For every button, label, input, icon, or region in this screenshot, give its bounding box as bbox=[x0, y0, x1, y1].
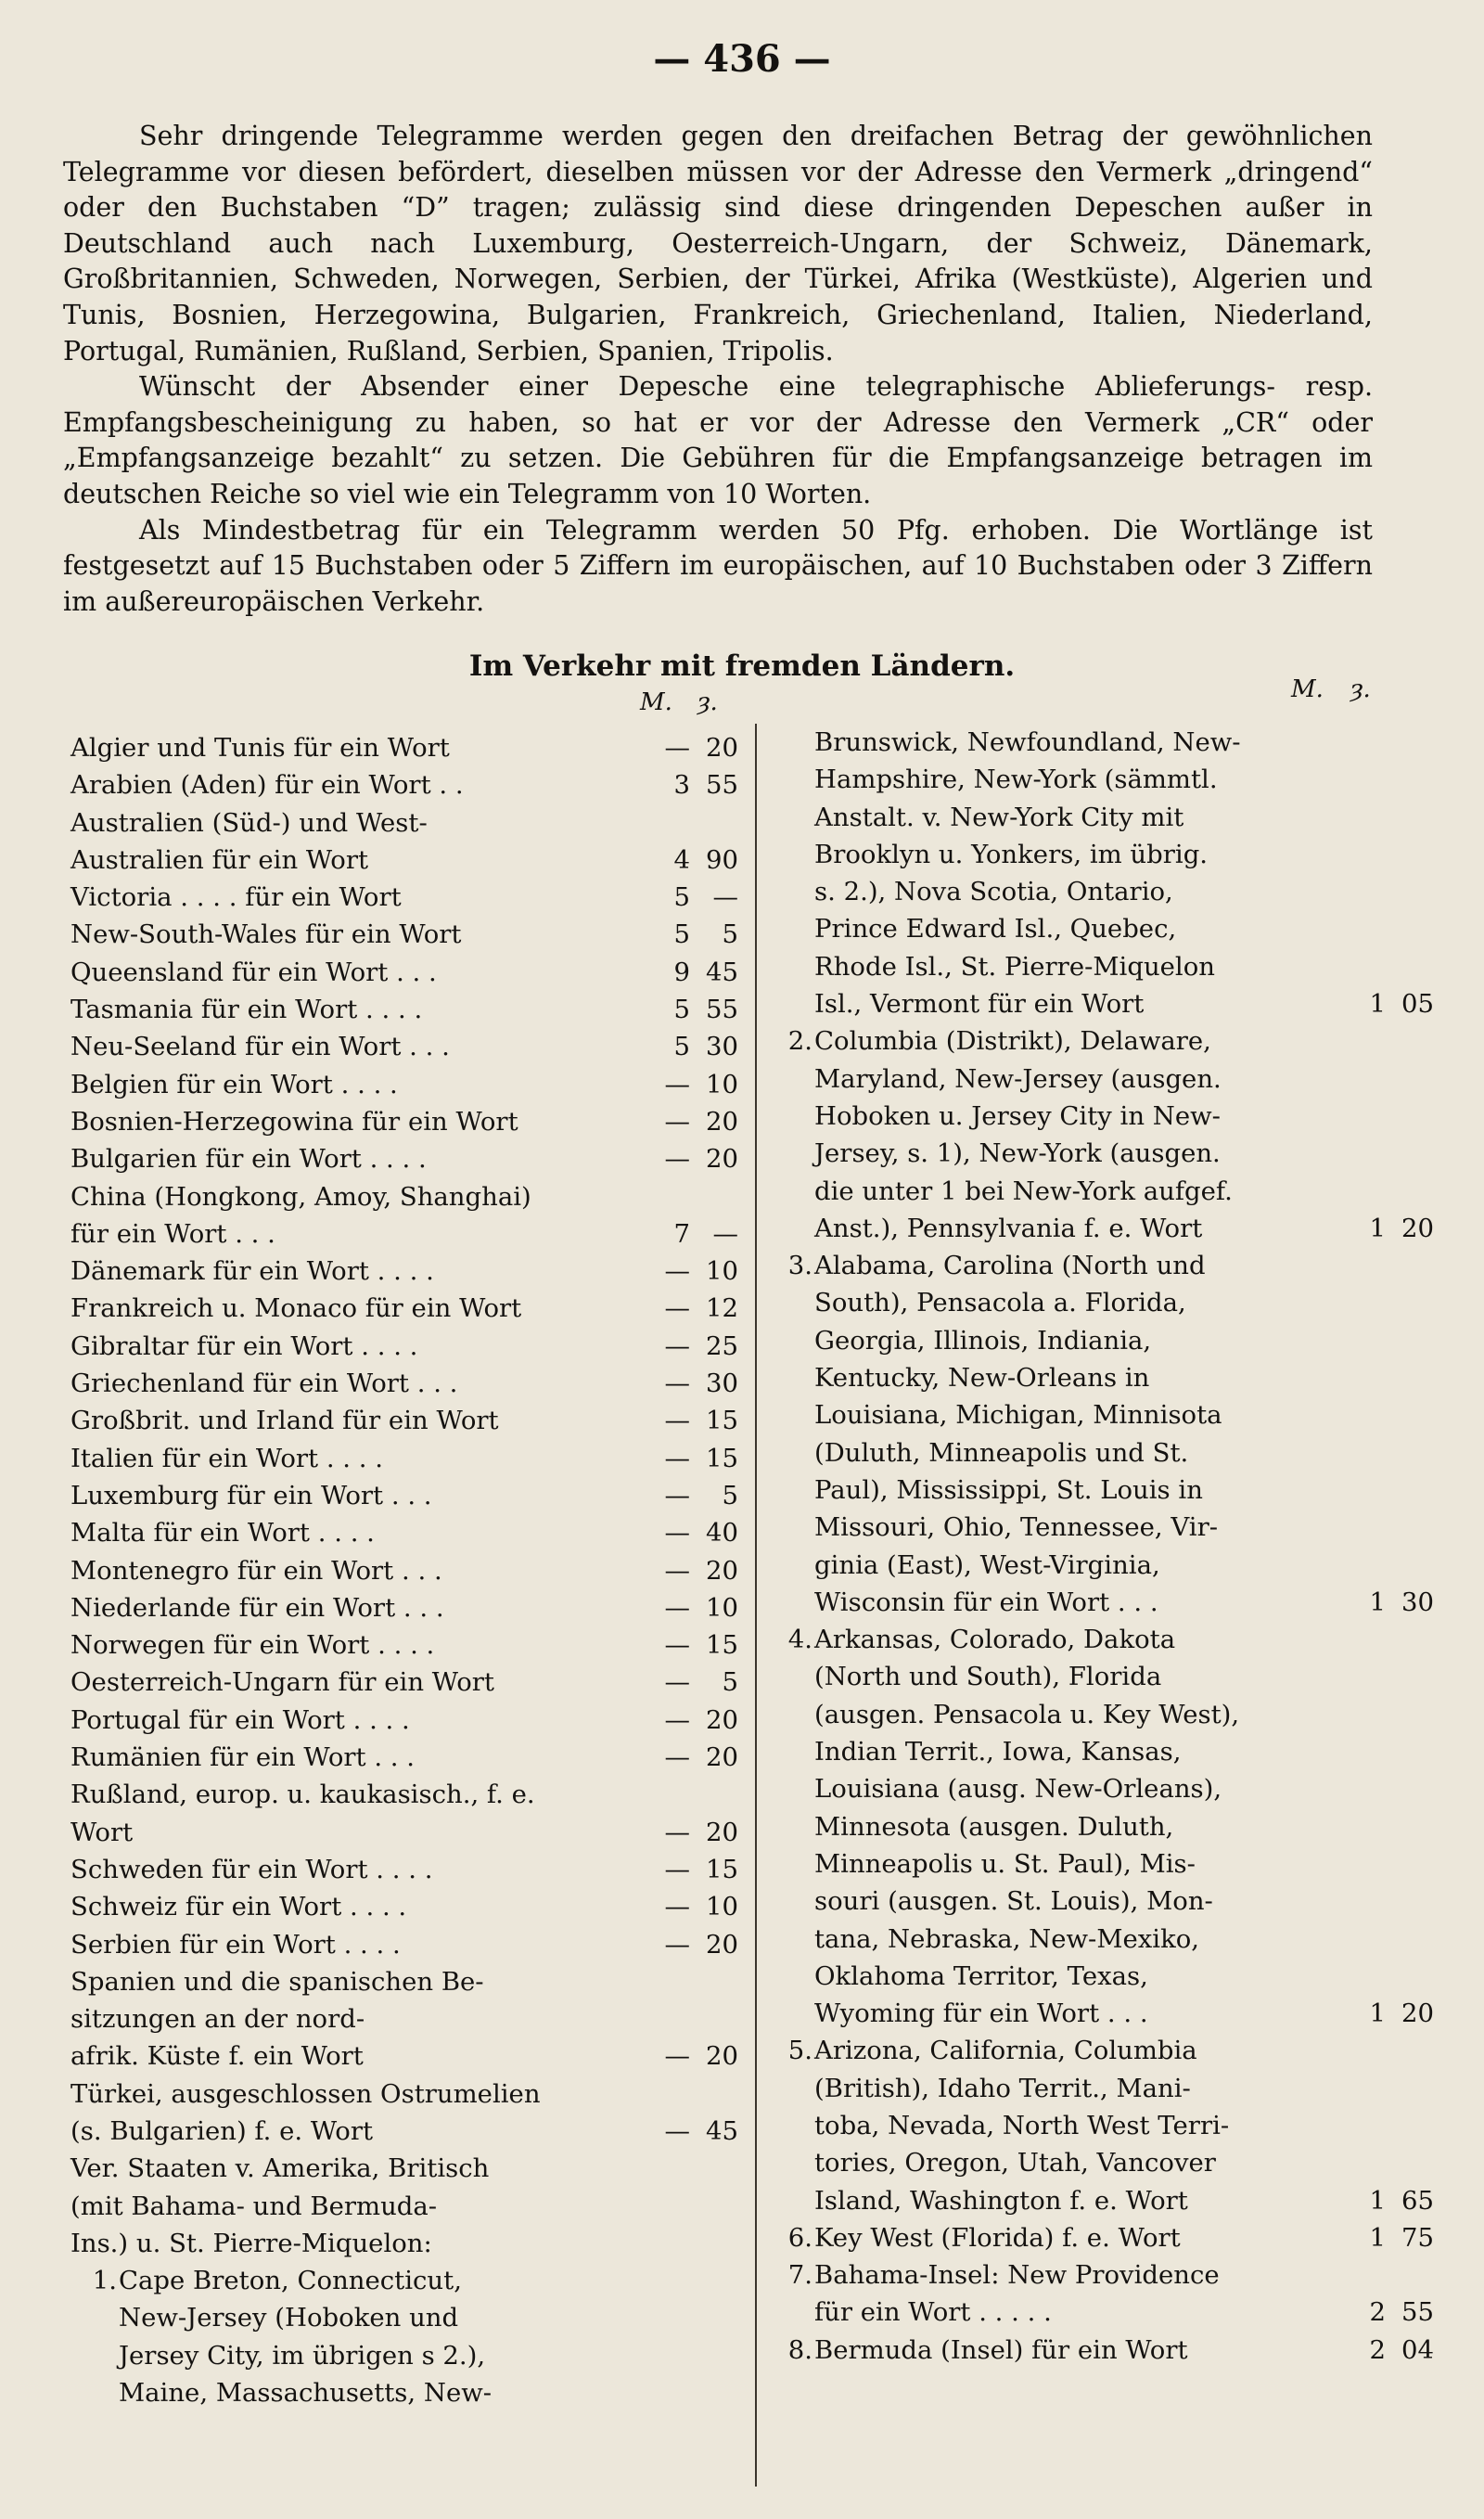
entry-amount bbox=[599, 1888, 738, 1925]
entry-number: 8. bbox=[787, 2334, 812, 2365]
amount-pfennig: 5 bbox=[722, 1480, 738, 1510]
entry-text: Brunswick, Newfoundland, New- Hampshire, New-York (sämmtl. Anstalt. v. New-York City mit Brooklyn u. Yonkers, im übrig. s. 2.), Nova Scotia, Ontario, Prince Edward Isl., Quebec, Rhode Isl., St. Pierre-Miquelon Isl., Vermont für ein Wort bbox=[814, 727, 1241, 1020]
amount-pfennig: 30 bbox=[706, 1369, 738, 1399]
amount-pfennig: 20 bbox=[706, 1929, 738, 1960]
entry-text: Rumänien für ein Wort . . . bbox=[70, 1742, 416, 1773]
entry-amount bbox=[599, 1140, 738, 1177]
rate-entry bbox=[70, 879, 738, 916]
rate-entry bbox=[70, 1626, 738, 1664]
rate-entry bbox=[766, 1022, 1434, 1247]
entry-number: 1. bbox=[92, 2266, 117, 2296]
entry-text: Türkei, ausgeschlossen Ostrumelien (s. Bulgarien) f. e. Wort bbox=[70, 2078, 541, 2146]
rate-entry bbox=[70, 1702, 738, 1739]
amount-pfennig: 20 bbox=[706, 1742, 738, 1773]
amount-pfennig: 45 bbox=[706, 2115, 738, 2146]
amount-mark: — bbox=[664, 1106, 690, 1137]
rate-entry bbox=[70, 1402, 738, 1439]
rate-entry bbox=[70, 1514, 738, 1551]
rate-entry bbox=[70, 1066, 738, 1103]
amount-pfennig: — bbox=[712, 882, 738, 913]
amount-pfennig: 55 bbox=[1401, 2297, 1434, 2328]
entry-amount bbox=[599, 879, 738, 916]
entry-amount bbox=[599, 729, 738, 766]
amount-mark: — bbox=[664, 1144, 690, 1175]
intro-text bbox=[63, 119, 1373, 620]
entry-text: Griechenland für ein Wort . . . bbox=[70, 1369, 458, 1399]
rate-entry bbox=[70, 1365, 738, 1402]
entry-amount bbox=[1323, 1584, 1434, 1621]
amount-pfennig: 75 bbox=[1401, 2222, 1434, 2253]
amount-pfennig: 12 bbox=[706, 1293, 738, 1324]
right-pfennig-header: ȝ. bbox=[1350, 675, 1371, 703]
rate-entry bbox=[70, 1926, 738, 1963]
entry-number: 2. bbox=[787, 1026, 812, 1057]
entry-amount bbox=[1323, 1995, 1434, 2032]
amount-mark: — bbox=[664, 2041, 690, 2072]
right-rate-list bbox=[766, 724, 1434, 2369]
entry-text: Bermuda (Insel) für ein Wort bbox=[814, 2334, 1188, 2365]
entry-text: Schweiz für ein Wort . . . . bbox=[70, 1892, 407, 1922]
entry-amount bbox=[1323, 2182, 1434, 2219]
amount-mark: — bbox=[664, 1369, 690, 1399]
amount-pfennig: 15 bbox=[706, 1854, 738, 1884]
entry-text: Spanien und die spanischen Be- sitzungen an der nord- afrik. Küste f. ein Wort bbox=[70, 1966, 484, 2072]
rate-entry bbox=[70, 1664, 738, 1701]
amount-pfennig: 15 bbox=[706, 1630, 738, 1661]
amount-mark: — bbox=[664, 733, 690, 763]
entry-text: Tasmania für ein Wort . . . . bbox=[70, 995, 423, 1025]
rate-entry bbox=[70, 1739, 738, 1776]
amount-mark: — bbox=[664, 1742, 690, 1773]
entry-text: Norwegen für ein Wort . . . . bbox=[70, 1630, 435, 1661]
amount-pfennig: 15 bbox=[706, 1406, 738, 1436]
amount-mark: — bbox=[664, 1854, 690, 1884]
entry-amount bbox=[599, 2037, 738, 2075]
entry-text: Neu-Seeland für ein Wort . . . bbox=[70, 1032, 450, 1062]
rate-entry bbox=[70, 991, 738, 1028]
amount-pfennig: 30 bbox=[706, 1032, 738, 1062]
amount-mark: — bbox=[664, 1480, 690, 1510]
entry-text: Malta für ein Wort . . . . bbox=[70, 1518, 375, 1549]
amount-pfennig: 40 bbox=[706, 1518, 738, 1549]
left-pfennig-header: ȝ. bbox=[697, 688, 718, 716]
rate-entry bbox=[70, 1477, 738, 1514]
amount-pfennig: 45 bbox=[706, 957, 738, 987]
amount-mark: — bbox=[664, 1667, 690, 1698]
entry-amount bbox=[599, 954, 738, 991]
amount-pfennig: 30 bbox=[1401, 1587, 1434, 1617]
entry-text: Australien (Süd-) und West- Australien für ein Wort bbox=[70, 807, 428, 875]
amount-mark: — bbox=[664, 1929, 690, 1960]
entry-amount bbox=[599, 1477, 738, 1514]
amount-mark: — bbox=[664, 1443, 690, 1473]
entry-amount bbox=[1323, 2294, 1434, 2331]
rate-entry bbox=[70, 766, 738, 803]
amount-pfennig: 04 bbox=[1401, 2334, 1434, 2365]
entry-amount bbox=[599, 1702, 738, 1739]
entry-text: Cape Breton, Connecticut, New-Jersey (Hoboken und Jersey City, im übrigen s 2.), Maine, Massachusetts, New- bbox=[119, 2266, 493, 2409]
entry-text: Algier und Tunis für ein Wort bbox=[70, 733, 450, 763]
entry-amount bbox=[599, 1589, 738, 1626]
amount-pfennig: — bbox=[712, 1218, 738, 1249]
rate-entry bbox=[70, 729, 738, 766]
entry-number: 7. bbox=[787, 2260, 812, 2291]
amount-mark: 5 bbox=[673, 1032, 690, 1062]
right-mark-header: M. bbox=[1291, 675, 1324, 703]
entry-text: Key West (Florida) f. e. Wort bbox=[814, 2222, 1181, 2253]
rate-entry bbox=[766, 2256, 1434, 2332]
amount-pfennig: 20 bbox=[706, 1704, 738, 1735]
entry-text: Italien für ein Wort . . . . bbox=[70, 1443, 384, 1473]
rate-entry bbox=[70, 2150, 738, 2262]
rate-entry bbox=[70, 1328, 738, 1365]
rate-entry bbox=[766, 1621, 1434, 2032]
amount-mark: — bbox=[664, 1630, 690, 1661]
amount-mark: 3 bbox=[673, 770, 690, 801]
section-title: Im Verkehr mit fremden Ländern. bbox=[468, 649, 1016, 683]
entry-amount bbox=[599, 1739, 738, 1776]
amount-pfennig: 5 bbox=[722, 919, 738, 950]
entry-amount bbox=[599, 842, 738, 879]
amount-mark: 5 bbox=[673, 882, 690, 913]
entry-text: Portugal für ein Wort . . . . bbox=[70, 1704, 410, 1735]
amount-pfennig: 10 bbox=[706, 1256, 738, 1287]
amount-mark: — bbox=[664, 1293, 690, 1324]
entry-number: 3. bbox=[787, 1251, 812, 1281]
rate-entry bbox=[70, 916, 738, 953]
entry-text: Rußland, europ. u. kaukasisch., f. e. Wort bbox=[70, 1780, 535, 1847]
entry-amount bbox=[599, 1926, 738, 1963]
entry-amount bbox=[599, 1664, 738, 1701]
amount-pfennig: 20 bbox=[706, 1106, 738, 1137]
amount-mark: 1 bbox=[1369, 1213, 1386, 1243]
entry-number: 6. bbox=[787, 2222, 812, 2253]
amount-mark: — bbox=[664, 1817, 690, 1847]
entry-amount bbox=[1323, 985, 1434, 1022]
entry-text: Ver. Staaten v. Amerika, Britisch (mit Bahama- und Bermuda- Ins.) u. St. Pierre-Miquelon: bbox=[70, 2153, 490, 2258]
entry-text: Arkansas, Colorado, Dakota (North und South), Florida (ausgen. Pensacola u. Key West), Indian Territ., Iowa, Kansas, Louisiana (ausg. New-Orleans), Minnesota (ausgen. Duluth, Minneapolis u. St. Paul), Mis- souri (ausgen. St. Louis), Mon- tana, Nebraska, New-Mexiko, Oklahoma Territor, Texas, Wyoming für ein Wort . . . bbox=[814, 1625, 1240, 2029]
amount-mark: 1 bbox=[1369, 2222, 1386, 2253]
amount-mark: — bbox=[664, 1518, 690, 1549]
amount-mark: 4 bbox=[673, 844, 690, 875]
amount-pfennig: 20 bbox=[706, 1817, 738, 1847]
entry-amount bbox=[599, 1103, 738, 1140]
entry-text: Arabien (Aden) für ein Wort . . bbox=[70, 770, 464, 801]
amount-mark: — bbox=[664, 1592, 690, 1623]
amount-pfennig: 65 bbox=[1401, 2185, 1434, 2216]
rate-entry bbox=[70, 1776, 738, 1851]
amount-pfennig: 25 bbox=[706, 1330, 738, 1361]
amount-mark: 9 bbox=[673, 957, 690, 987]
amount-pfennig: 05 bbox=[1401, 989, 1434, 1020]
amount-mark: — bbox=[664, 2115, 690, 2146]
entry-text: New-South-Wales für ein Wort bbox=[70, 919, 462, 950]
amount-pfennig: 55 bbox=[706, 770, 738, 801]
rate-entry bbox=[70, 1028, 738, 1065]
amount-pfennig: 20 bbox=[1401, 1213, 1434, 1243]
entry-amount bbox=[1323, 2332, 1434, 2369]
amount-mark: 2 bbox=[1369, 2334, 1386, 2365]
amount-mark: — bbox=[664, 1330, 690, 1361]
rate-entry bbox=[70, 1888, 738, 1925]
entry-amount bbox=[599, 1552, 738, 1589]
entry-text: Großbrit. und Irland für ein Wort bbox=[70, 1406, 499, 1436]
amount-pfennig: 20 bbox=[706, 1555, 738, 1586]
amount-pfennig: 5 bbox=[722, 1667, 738, 1698]
amount-mark: — bbox=[664, 1256, 690, 1287]
entry-text: Oesterreich-Ungarn für ein Wort bbox=[70, 1667, 494, 1698]
left-rate-list bbox=[70, 729, 738, 2262]
amount-mark: 2 bbox=[1369, 2297, 1386, 2328]
entry-amount bbox=[1323, 2219, 1434, 2256]
entry-amount bbox=[599, 2113, 738, 2150]
entry-text: China (Hongkong, Amoy, Shanghai) für ein Wort . . . bbox=[70, 1181, 531, 1249]
rate-entry bbox=[70, 1290, 738, 1327]
rate-entry bbox=[70, 1140, 738, 1177]
amount-pfennig: 20 bbox=[706, 733, 738, 763]
amount-pfennig: 90 bbox=[706, 844, 738, 875]
rate-entry bbox=[70, 1552, 738, 1589]
entry-amount bbox=[599, 1440, 738, 1477]
entry-text: Montenegro für ein Wort . . . bbox=[70, 1555, 442, 1586]
amount-mark: 1 bbox=[1369, 1587, 1386, 1617]
rate-entry bbox=[766, 2219, 1434, 2256]
rate-entry bbox=[766, 724, 1434, 1022]
rate-entry bbox=[70, 1589, 738, 1626]
entry-amount bbox=[599, 1402, 738, 1439]
entry-text: Dänemark für ein Wort . . . . bbox=[70, 1256, 434, 1287]
entry-amount bbox=[599, 1066, 738, 1103]
entry-text: Bosnien-Herzegowina für ein Wort bbox=[70, 1106, 518, 1137]
amount-pfennig: 20 bbox=[706, 2041, 738, 2072]
entry-text: Victoria . . . . für ein Wort bbox=[70, 882, 402, 913]
entry-amount bbox=[599, 916, 738, 953]
amount-mark: 1 bbox=[1369, 1998, 1386, 2029]
entry-text: Bulgarien für ein Wort . . . . bbox=[70, 1144, 427, 1175]
rate-entry bbox=[70, 1253, 738, 1290]
amount-mark: — bbox=[664, 1069, 690, 1099]
entry-amount bbox=[599, 991, 738, 1028]
entry-text: Belgien für ein Wort . . . . bbox=[70, 1069, 398, 1099]
amount-mark: 1 bbox=[1369, 2185, 1386, 2216]
rate-entry bbox=[766, 2332, 1434, 2369]
amount-mark: 7 bbox=[673, 1218, 690, 1249]
entry-text: Frankreich u. Monaco für ein Wort bbox=[70, 1293, 522, 1324]
entry-amount bbox=[599, 1814, 738, 1851]
amount-pfennig: 20 bbox=[706, 1144, 738, 1175]
rate-entry bbox=[70, 1851, 738, 1888]
entry-text: Queensland für ein Wort . . . bbox=[70, 957, 437, 987]
entry-text: Alabama, Carolina (North und South), Pensacola a. Florida, Georgia, Illinois, Indiania, Kentucky, New-Orleans in Louisiana, Michigan, Minnisota (Duluth, Minneapolis und St. Paul), Mississippi, St. Louis in Missouri, Ohio, Tennessee, Vir- ginia (East), West-Virginia, Wisconsin für ein Wort . . . bbox=[814, 1251, 1222, 1617]
column-divider bbox=[755, 724, 757, 2487]
amount-mark: — bbox=[664, 1406, 690, 1436]
entry-text: Gibraltar für ein Wort . . . . bbox=[70, 1330, 418, 1361]
entry-amount bbox=[599, 1253, 738, 1290]
entry-amount bbox=[599, 1626, 738, 1664]
amount-mark: — bbox=[664, 1704, 690, 1735]
amount-pfennig: 20 bbox=[1401, 1998, 1434, 2029]
rate-entry-numbered bbox=[70, 2262, 738, 2411]
amount-mark: 1 bbox=[1369, 989, 1386, 1020]
entry-text: Niederlande für ein Wort . . . bbox=[70, 1592, 444, 1623]
entry-text: Serbien für ein Wort . . . . bbox=[70, 1929, 401, 1960]
entry-text: Arizona, California, Columbia (British), Idaho Territ., Mani- toba, Nevada, North West Terri- tories, Oregon, Utah, Vancover Island, Washington f. e. Wort bbox=[814, 2036, 1230, 2216]
rate-entry bbox=[766, 2032, 1434, 2218]
amount-mark: — bbox=[664, 1892, 690, 1922]
intro-paragraph-receipt: Wünscht der Absender einer Depesche eine telegraphische Ablieferungs- resp. Empfangsbescheinigung zu haben, so hat er vor der Adresse den Vermerk „CR“ oder „Empfangsanzeige bezahlt“ zu setzen. Die Gebühren für die Empfangsanzeige betragen im deutschen Reiche so viel wie ein Telegramm von 10 Worten. bbox=[63, 371, 1373, 509]
amount-pfennig: 10 bbox=[706, 1592, 738, 1623]
entry-number: 5. bbox=[787, 2036, 812, 2066]
entry-amount bbox=[599, 1215, 738, 1253]
entry-amount bbox=[1323, 1210, 1434, 1247]
entry-text: Schweden für ein Wort . . . . bbox=[70, 1854, 433, 1884]
amount-pfennig: 55 bbox=[706, 995, 738, 1025]
amount-pfennig: 10 bbox=[706, 1069, 738, 1099]
entry-number: 4. bbox=[787, 1625, 812, 1655]
entry-text: Luxemburg für ein Wort . . . bbox=[70, 1480, 432, 1510]
rate-entry bbox=[70, 2076, 738, 2151]
amount-mark: 5 bbox=[673, 995, 690, 1025]
entry-amount bbox=[599, 1028, 738, 1065]
rate-entry bbox=[70, 1963, 738, 2076]
rate-entry bbox=[70, 1103, 738, 1140]
left-mark-header: M. bbox=[640, 688, 672, 716]
amount-mark: 5 bbox=[673, 919, 690, 950]
entry-text: Bahama-Insel: New Providence für ein Wort . . . . . bbox=[814, 2260, 1220, 2328]
entry-amount bbox=[599, 1290, 738, 1327]
entry-amount bbox=[599, 1365, 738, 1402]
rate-entry bbox=[70, 804, 738, 880]
entry-amount bbox=[599, 1851, 738, 1888]
entry-amount bbox=[599, 1328, 738, 1365]
rate-entry bbox=[70, 1440, 738, 1477]
rate-table-left bbox=[70, 729, 738, 2411]
rate-table-right bbox=[766, 724, 1434, 2369]
rate-entry bbox=[70, 1178, 738, 1253]
intro-paragraph-minimum: Als Mindestbetrag für ein Telegramm werden 50 Pfg. erhoben. Die Wortlänge ist festgesetzt auf 15 Buchstaben oder 5 Ziffern im europäischen, auf 10 Buchstaben oder 3 Ziffern im außereuropäischen Verkehr. bbox=[63, 514, 1373, 617]
entry-text: Columbia (Distrikt), Delaware, Maryland, New-Jersey (ausgen. Hoboken u. Jersey City in New- Jersey, s. 1), New-York (ausgen. die unter 1 bei New-York aufgef. Anst.), Pennsylvania f. e. Wort bbox=[814, 1026, 1233, 1243]
entry-amount bbox=[599, 1514, 738, 1551]
amount-mark: — bbox=[664, 1555, 690, 1586]
intro-paragraph-urgent: Sehr dringende Telegramme werden gegen den dreifachen Betrag der gewöhnlichen Telegramme vor diesen befördert, dieselben müssen vor der Adresse den Vermerk „dringend“ oder den Buchstaben “D” tragen; zulässig sind diese dringenden Depeschen außer in Deutschland auch nach Luxemburg, Oesterreich-Ungarn, der Schweiz, Dänemark, Großbritannien, Schweden, Norwegen, Serbien, der Türkei, Afrika (Westküste), Algerien und Tunis, Bosnien, Herzegowina, Bulgarien, Frankreich, Griechenland, Italien, Niederland, Portugal, Rumänien, Rußland, Serbien, Spanien, Tripolis. bbox=[63, 121, 1373, 366]
page-number: — 436 — bbox=[653, 37, 831, 81]
rate-entry bbox=[766, 1247, 1434, 1621]
rate-entry bbox=[70, 954, 738, 991]
entry-amount bbox=[599, 766, 738, 803]
amount-pfennig: 10 bbox=[706, 1892, 738, 1922]
amount-pfennig: 15 bbox=[706, 1443, 738, 1473]
